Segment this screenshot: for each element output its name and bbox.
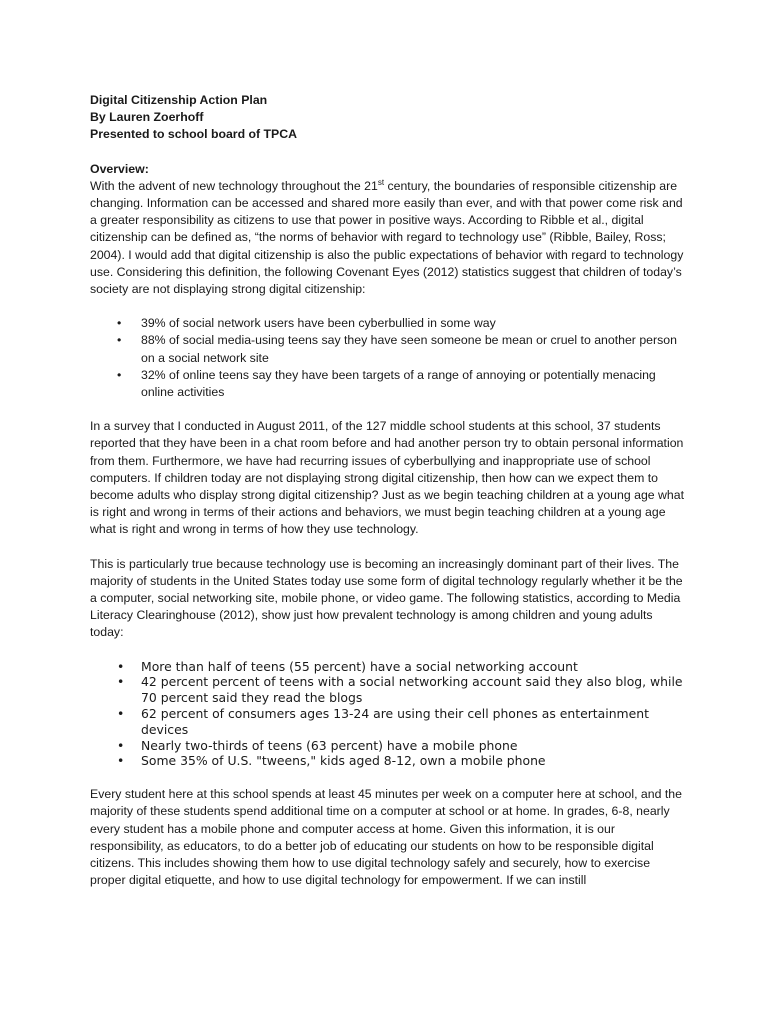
- stats-list-covenant-eyes: [90, 315, 688, 401]
- list-item: • More than half of teens (55 percent) have a social networking account: [90, 659, 688, 675]
- overview-paragraph: [90, 178, 688, 298]
- list-item: • 88% of social media-using teens say they have seen someone be mean or cruel to another person on a social network site: [90, 332, 688, 366]
- stats-list-media-literacy: [90, 659, 688, 770]
- overview-text-start: With the advent of new technology throughout the 21: [90, 178, 378, 193]
- list-item: • 39% of social network users have been cyberbullied in some way: [90, 315, 688, 332]
- technology-use-paragraph: This is particularly true because technology use is becoming an increasingly dominant part of their lives. The majority of students in the United States today use some form of digital technology regularly whether it be the a computer, social networking site, mobile phone, or video game. The following statistics, according to Media Literacy Clearinghouse (2012), show just how prevalent technology is among children and young adults today:: [90, 556, 683, 640]
- list-item: • Some 35% of U.S. "tweens," kids aged 8-12, own a mobile phone: [90, 753, 688, 769]
- list-item: • 42 percent percent of teens with a social networking account said they also blog, while 70 percent said they read the blogs: [90, 674, 688, 706]
- document-audience: Presented to school board of TPCA: [90, 127, 298, 142]
- survey-paragraph: In a survey that I conducted in August 2011, of the 127 middle school students at this school, 37 students reported that they have been in a chat room before and had another person try to obtain personal information from them. Furthermore, we have had recurring issues of cyberbullying and inappropriate use of school computers. If children today are not displaying strong digital citizenship, then how can we expect them to become adults who display strong digital citizenship? Just as we begin teaching children at a young age what is right and wrong in terms of their actions and behaviors, we must begin teaching children at a young age what is right and wrong in terms of how they use technology.: [90, 419, 685, 537]
- responsibility-paragraph: Every student here at this school spends at least 45 minutes per week on a computer here at school, and the majority of these students spend additional time on a computer at school or at home. In grades, 6-8, nearly every student has a mobile phone and computer access at home. Given this information, it is our responsibility, as educators, to do a better job of educating our students on how to be responsible digital citizens. This includes showing them how to use digital technology safely and securely, how to exercise proper digital etiquette, and how to use digital technology for empowerment. If we can instill: [90, 787, 682, 888]
- document-author: By Lauren Zoerhoff: [90, 110, 204, 125]
- list-item: • 32% of online teens say they have been targets of a range of annoying or potentially menacing online activities: [90, 367, 688, 401]
- superscript-st: st: [377, 177, 385, 187]
- list-item: • Nearly two-thirds of teens (63 percent) have a mobile phone: [90, 738, 688, 754]
- overview-heading: Overview:: [90, 161, 149, 176]
- list-item: • 62 percent of consumers ages 13-24 are using their cell phones as entertainment devices: [90, 706, 688, 738]
- overview-text-rest: century, the boundaries of responsible citizenship are changing. Information can be accessed and shared more easily than ever, and with that power come risk and a greater responsibility as citizens to use that power in positive ways. According to Ribble et al., digital citizenship can be defined as, “the norms of behavior with regard to technology use” (Ribble, Bailey, Ross; 2004). I would add that digital citizenship is also the public expectations of behavior with regard to technology use. Considering this definition, the following Covenant Eyes (2012) statistics suggest that children of today’s society are not displaying strong digital citizenship:: [90, 178, 684, 297]
- document-title: Digital Citizenship Action Plan: [90, 93, 268, 107]
